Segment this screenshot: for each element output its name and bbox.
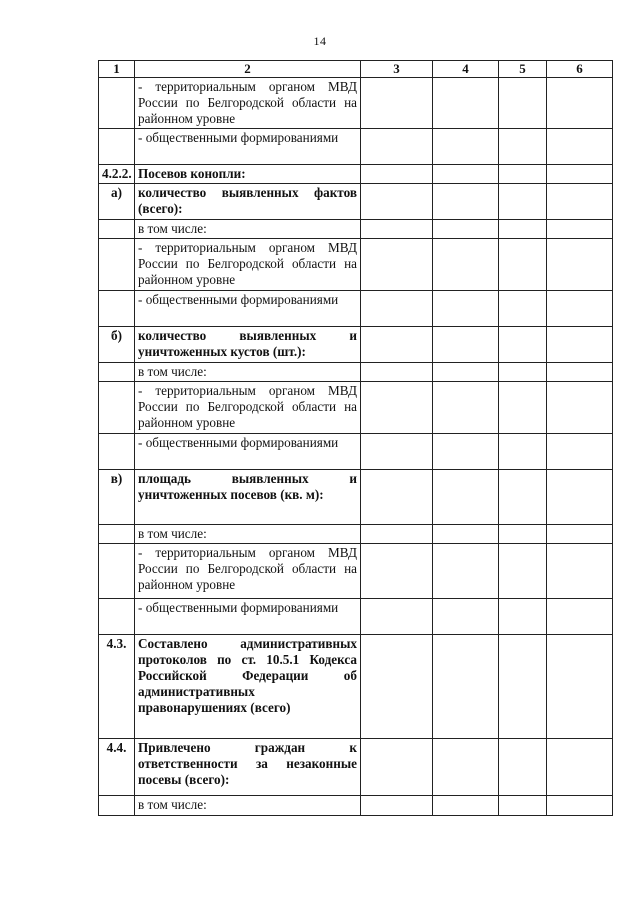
row-number xyxy=(99,363,135,382)
value-cell-col-5[interactable] xyxy=(499,599,547,635)
value-cell-col-5[interactable] xyxy=(499,363,547,382)
sub-indicator-label: в том числе: xyxy=(135,525,361,544)
value-cell-col-4[interactable] xyxy=(433,239,499,291)
sub-indicator-label: в том числе: xyxy=(135,220,361,239)
row-number xyxy=(99,796,135,816)
row-number: 4.3. xyxy=(99,635,135,739)
value-cell-col-6[interactable] xyxy=(547,78,613,129)
value-cell-col-3[interactable] xyxy=(361,78,433,129)
indicator-label: количество выявленных и уничтоженных кустов (шт.): xyxy=(135,327,361,363)
value-cell-col-4[interactable] xyxy=(433,363,499,382)
value-cell-col-4[interactable] xyxy=(433,796,499,816)
value-cell-col-6[interactable] xyxy=(547,184,613,220)
column-header: 4 xyxy=(433,61,499,78)
sub-indicator-label: - территориальным органом МВД России по Белгородской области на районном уровне xyxy=(135,544,361,599)
report-table xyxy=(98,60,613,816)
row-number: а) xyxy=(99,184,135,220)
value-cell-col-4[interactable] xyxy=(433,544,499,599)
value-cell-col-3[interactable] xyxy=(361,327,433,363)
row-number: 4.2.2. xyxy=(99,165,135,184)
row-number xyxy=(99,599,135,635)
value-cell-col-4[interactable] xyxy=(433,291,499,327)
row-number xyxy=(99,544,135,599)
value-cell-col-6[interactable] xyxy=(547,165,613,184)
value-cell-col-3[interactable] xyxy=(361,796,433,816)
row-number: б) xyxy=(99,327,135,363)
value-cell-col-4[interactable] xyxy=(433,599,499,635)
row-number: 4.4. xyxy=(99,739,135,796)
value-cell-col-4[interactable] xyxy=(433,635,499,739)
value-cell-col-5[interactable] xyxy=(499,470,547,525)
indicator-label: Составлено административных протоколов по ст. 10.5.1 Кодекса Российской Федерации об административных правонарушениях (всего) xyxy=(135,635,361,739)
value-cell-col-3[interactable] xyxy=(361,239,433,291)
sub-indicator-label: - территориальным органом МВД России по Белгородской области на районном уровне xyxy=(135,78,361,129)
table-row xyxy=(99,382,613,434)
table-row xyxy=(99,470,613,525)
value-cell-col-3[interactable] xyxy=(361,525,433,544)
value-cell-col-5[interactable] xyxy=(499,434,547,470)
value-cell-col-4[interactable] xyxy=(433,525,499,544)
value-cell-col-6[interactable] xyxy=(547,239,613,291)
value-cell-col-5[interactable] xyxy=(499,525,547,544)
value-cell-col-5[interactable] xyxy=(499,635,547,739)
table-row xyxy=(99,363,613,382)
value-cell-col-5[interactable] xyxy=(499,382,547,434)
column-header: 2 xyxy=(135,61,361,78)
value-cell-col-5[interactable] xyxy=(499,184,547,220)
value-cell-col-5[interactable] xyxy=(499,78,547,129)
value-cell-col-6[interactable] xyxy=(547,525,613,544)
table-row xyxy=(99,239,613,291)
table-row xyxy=(99,184,613,220)
sub-indicator-label: - территориальным органом МВД России по Белгородской области на районном уровне xyxy=(135,382,361,434)
column-header: 3 xyxy=(361,61,433,78)
table-row xyxy=(99,434,613,470)
value-cell-col-6[interactable] xyxy=(547,129,613,165)
value-cell-col-6[interactable] xyxy=(547,599,613,635)
row-number xyxy=(99,434,135,470)
table-row xyxy=(99,796,613,816)
table-row xyxy=(99,129,613,165)
value-cell-col-6[interactable] xyxy=(547,382,613,434)
value-cell-col-6[interactable] xyxy=(547,327,613,363)
value-cell-col-3[interactable] xyxy=(361,544,433,599)
value-cell-col-3[interactable] xyxy=(361,220,433,239)
value-cell-col-5[interactable] xyxy=(499,739,547,796)
value-cell-col-3[interactable] xyxy=(361,599,433,635)
row-number: в) xyxy=(99,470,135,525)
column-header: 5 xyxy=(499,61,547,78)
value-cell-col-3[interactable] xyxy=(361,470,433,525)
value-cell-col-4[interactable] xyxy=(433,739,499,796)
value-cell-col-5[interactable] xyxy=(499,291,547,327)
row-number xyxy=(99,239,135,291)
sub-indicator-label: в том числе: xyxy=(135,796,361,816)
row-number xyxy=(99,291,135,327)
table-row xyxy=(99,739,613,796)
value-cell-col-5[interactable] xyxy=(499,165,547,184)
value-cell-col-6[interactable] xyxy=(547,434,613,470)
row-number xyxy=(99,220,135,239)
value-cell-col-3[interactable] xyxy=(361,184,433,220)
value-cell-col-3[interactable] xyxy=(361,165,433,184)
value-cell-col-3[interactable] xyxy=(361,382,433,434)
indicator-label: Привлечено граждан к ответственности за незаконные посевы (всего): xyxy=(135,739,361,796)
indicator-label: Посевов конопли: xyxy=(135,165,361,184)
table-row xyxy=(99,525,613,544)
value-cell-col-4[interactable] xyxy=(433,129,499,165)
sub-indicator-label: - общественными формированиями xyxy=(135,434,361,470)
value-cell-col-4[interactable] xyxy=(433,382,499,434)
value-cell-col-3[interactable] xyxy=(361,129,433,165)
sub-indicator-label: - территориальным органом МВД России по Белгородской области на районном уровне xyxy=(135,239,361,291)
page-number: 14 xyxy=(313,34,327,48)
column-header: 6 xyxy=(547,61,613,78)
indicator-label: количество выявленных фактов (всего): xyxy=(135,184,361,220)
row-number xyxy=(99,382,135,434)
row-number xyxy=(99,525,135,544)
table-row xyxy=(99,165,613,184)
header-row xyxy=(99,61,613,78)
value-cell-col-3[interactable] xyxy=(361,434,433,470)
value-cell-col-3[interactable] xyxy=(361,739,433,796)
value-cell-col-4[interactable] xyxy=(433,434,499,470)
value-cell-col-6[interactable] xyxy=(547,470,613,525)
sub-indicator-label: - общественными формированиями xyxy=(135,599,361,635)
table-row xyxy=(99,599,613,635)
value-cell-col-5[interactable] xyxy=(499,544,547,599)
value-cell-col-4[interactable] xyxy=(433,165,499,184)
table-row xyxy=(99,220,613,239)
table-row xyxy=(99,78,613,129)
value-cell-col-6[interactable] xyxy=(547,291,613,327)
row-number xyxy=(99,78,135,129)
row-number xyxy=(99,129,135,165)
value-cell-col-3[interactable] xyxy=(361,363,433,382)
table-row xyxy=(99,291,613,327)
value-cell-col-4[interactable] xyxy=(433,220,499,239)
value-cell-col-6[interactable] xyxy=(547,739,613,796)
value-cell-col-6[interactable] xyxy=(547,544,613,599)
indicator-label: площадь выявленных и уничтоженных посевов (кв. м): xyxy=(135,470,361,525)
value-cell-col-4[interactable] xyxy=(433,184,499,220)
value-cell-col-5[interactable] xyxy=(499,129,547,165)
table-row xyxy=(99,544,613,599)
sub-indicator-label: - общественными формированиями xyxy=(135,129,361,165)
column-header: 1 xyxy=(99,61,135,78)
value-cell-col-5[interactable] xyxy=(499,220,547,239)
value-cell-col-6[interactable] xyxy=(547,635,613,739)
value-cell-col-4[interactable] xyxy=(433,327,499,363)
value-cell-col-6[interactable] xyxy=(547,363,613,382)
value-cell-col-5[interactable] xyxy=(499,239,547,291)
value-cell-col-3[interactable] xyxy=(361,291,433,327)
sub-indicator-label: в том числе: xyxy=(135,363,361,382)
table-row xyxy=(99,635,613,739)
table-row xyxy=(99,327,613,363)
value-cell-col-4[interactable] xyxy=(433,78,499,129)
value-cell-col-5[interactable] xyxy=(499,327,547,363)
value-cell-col-5[interactable] xyxy=(499,796,547,816)
value-cell-col-4[interactable] xyxy=(433,470,499,525)
sub-indicator-label: - общественными формированиями xyxy=(135,291,361,327)
value-cell-col-6[interactable] xyxy=(547,796,613,816)
value-cell-col-3[interactable] xyxy=(361,635,433,739)
value-cell-col-6[interactable] xyxy=(547,220,613,239)
